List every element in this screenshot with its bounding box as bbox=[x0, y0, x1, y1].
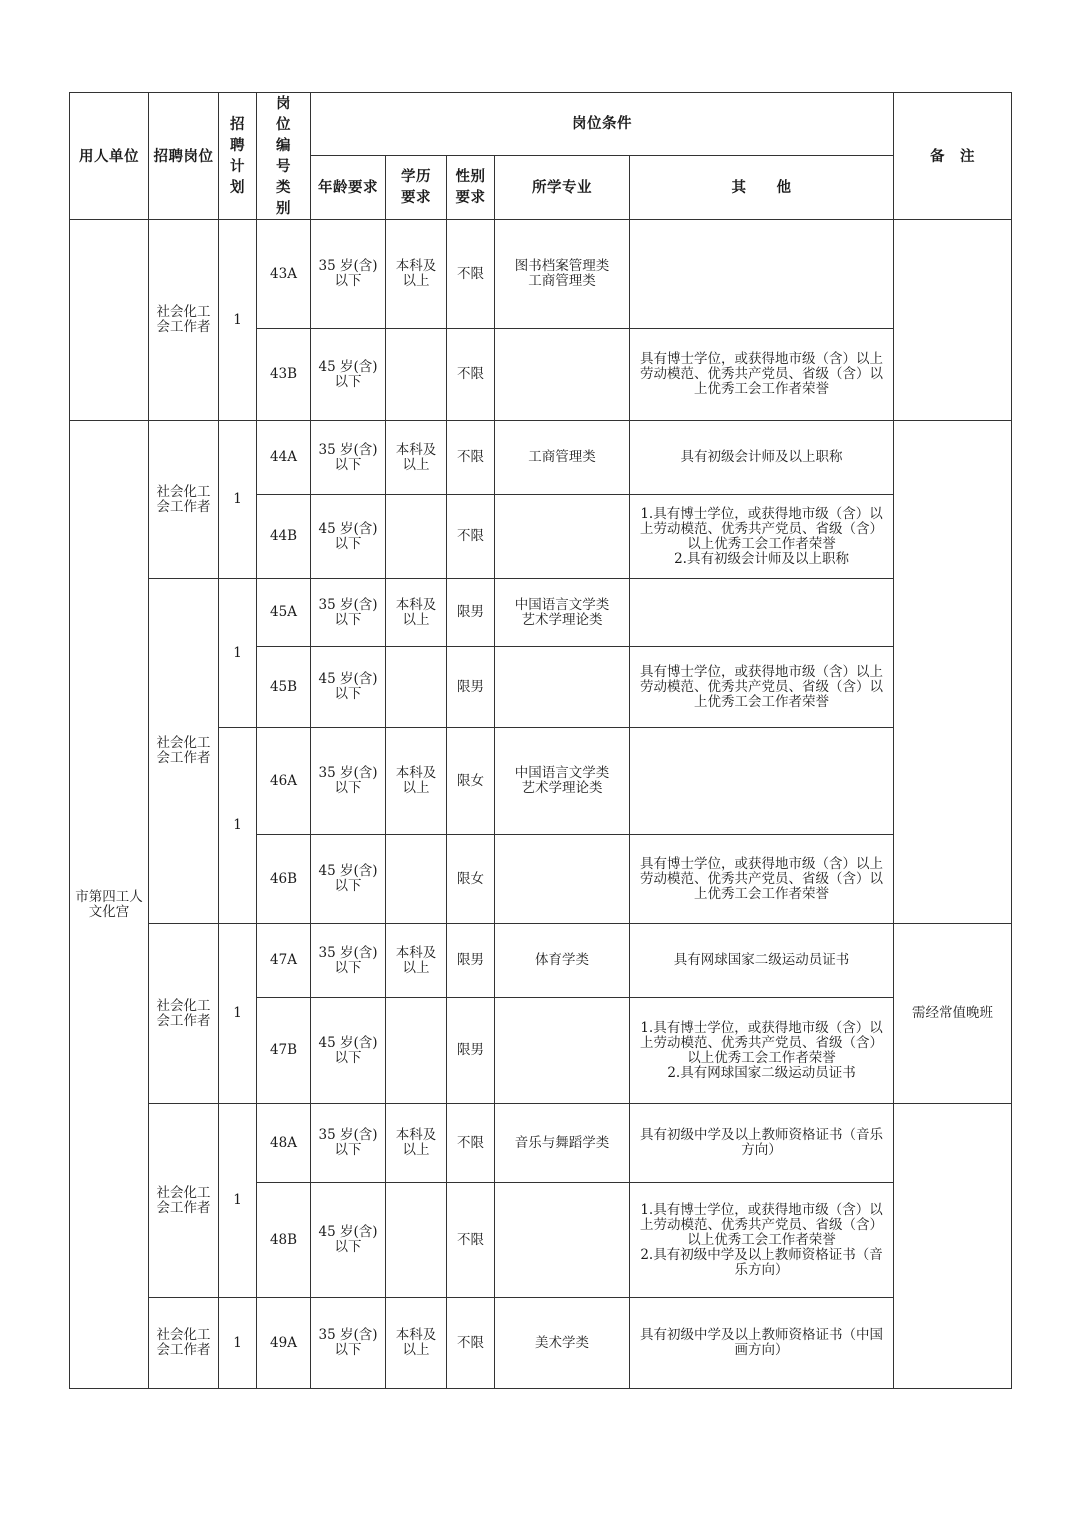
plan-cell: 1 bbox=[219, 579, 257, 728]
gender-cell: 限男 bbox=[447, 647, 495, 728]
unit-cell-empty bbox=[70, 220, 149, 421]
code-cell: 46B bbox=[257, 835, 311, 924]
header-plan: 招聘计划 bbox=[219, 93, 257, 220]
post-cell: 社会化工会工作者 bbox=[149, 1298, 219, 1389]
other-cell: 具有初级中学及以上教师资格证书（音乐方向） bbox=[630, 1104, 894, 1183]
major-cell bbox=[495, 495, 630, 579]
gender-cell: 不限 bbox=[447, 421, 495, 495]
table-row bbox=[70, 1104, 1012, 1183]
other-cell bbox=[630, 728, 894, 835]
major-cell bbox=[495, 1183, 630, 1298]
age-cell: 35 岁(含)以下 bbox=[311, 579, 386, 647]
other-cell: 1.具有博士学位，或获得地市级（含）以上劳动模范、优秀共产党员、省级（含）以上优秀工会工作者荣誉 2.具有网球国家二级运动员证书 bbox=[630, 998, 894, 1104]
edu-cell bbox=[386, 1183, 447, 1298]
gender-cell: 不限 bbox=[447, 1298, 495, 1389]
code-cell: 44B bbox=[257, 495, 311, 579]
code-cell: 47B bbox=[257, 998, 311, 1104]
major-cell: 中国语言文学类 艺术学理论类 bbox=[495, 728, 630, 835]
edu-cell: 本科及以上 bbox=[386, 728, 447, 835]
header-age: 年龄要求 bbox=[311, 155, 386, 219]
edu-cell: 本科及以上 bbox=[386, 1104, 447, 1183]
gender-cell: 限女 bbox=[447, 835, 495, 924]
edu-cell bbox=[386, 647, 447, 728]
edu-cell bbox=[386, 495, 447, 579]
gender-cell: 限男 bbox=[447, 579, 495, 647]
edu-cell: 本科及以上 bbox=[386, 421, 447, 495]
remark-cell: 需经常值晚班 bbox=[894, 924, 1012, 1104]
gender-cell: 不限 bbox=[447, 495, 495, 579]
gender-cell: 限男 bbox=[447, 998, 495, 1104]
post-cell: 社会化工会工作者 bbox=[149, 924, 219, 1104]
header-edu: 学历要求 bbox=[386, 155, 447, 219]
age-cell: 45 岁(含)以下 bbox=[311, 329, 386, 421]
header-remark: 备 注 bbox=[894, 93, 1012, 220]
gender-cell: 限男 bbox=[447, 924, 495, 998]
post-cell: 社会化工会工作者 bbox=[149, 220, 219, 421]
gender-cell: 不限 bbox=[447, 1183, 495, 1298]
major-cell bbox=[495, 835, 630, 924]
unit-cell: 市第四工人文化宫 bbox=[70, 421, 149, 1389]
code-cell: 44A bbox=[257, 421, 311, 495]
edu-cell: 本科及以上 bbox=[386, 220, 447, 329]
code-cell: 43B bbox=[257, 329, 311, 421]
edu-cell bbox=[386, 329, 447, 421]
age-cell: 35 岁(含)以下 bbox=[311, 1104, 386, 1183]
age-cell: 35 岁(含)以下 bbox=[311, 924, 386, 998]
plan-cell: 1 bbox=[219, 220, 257, 421]
major-cell: 中国语言文学类 艺术学理论类 bbox=[495, 579, 630, 647]
table-row bbox=[70, 924, 1012, 998]
plan-cell: 1 bbox=[219, 421, 257, 579]
other-cell: 具有博士学位，或获得地市级（含）以上劳动模范、优秀共产党员、省级（含）以上优秀工会工作者荣誉 bbox=[630, 329, 894, 421]
edu-cell: 本科及以上 bbox=[386, 1298, 447, 1389]
plan-cell: 1 bbox=[219, 1298, 257, 1389]
header-other: 其 他 bbox=[630, 155, 894, 219]
major-cell: 工商管理类 bbox=[495, 421, 630, 495]
code-cell: 43A bbox=[257, 220, 311, 329]
plan-cell: 1 bbox=[219, 728, 257, 924]
major-cell: 音乐与舞蹈学类 bbox=[495, 1104, 630, 1183]
table-row bbox=[70, 579, 1012, 647]
major-cell: 美术学类 bbox=[495, 1298, 630, 1389]
other-cell: 具有博士学位，或获得地市级（含）以上劳动模范、优秀共产党员、省级（含）以上优秀工会工作者荣誉 bbox=[630, 835, 894, 924]
post-cell: 社会化工会工作者 bbox=[149, 1104, 219, 1298]
header-major: 所学专业 bbox=[495, 155, 630, 219]
major-cell: 图书档案管理类 工商管理类 bbox=[495, 220, 630, 329]
remark-cell bbox=[894, 220, 1012, 421]
age-cell: 35 岁(含)以下 bbox=[311, 421, 386, 495]
code-cell: 45B bbox=[257, 647, 311, 728]
plan-cell: 1 bbox=[219, 924, 257, 1104]
table-row bbox=[70, 421, 1012, 495]
other-cell: 具有初级会计师及以上职称 bbox=[630, 421, 894, 495]
age-cell: 45 岁(含)以下 bbox=[311, 835, 386, 924]
other-cell: 具有初级中学及以上教师资格证书（中国画方向） bbox=[630, 1298, 894, 1389]
header-post: 招聘岗位 bbox=[149, 93, 219, 220]
gender-cell: 不限 bbox=[447, 1104, 495, 1183]
header-code: 岗位编号类别 bbox=[257, 93, 311, 220]
post-cell: 社会化工会工作者 bbox=[149, 579, 219, 924]
post-cell: 社会化工会工作者 bbox=[149, 421, 219, 579]
table-row bbox=[70, 1298, 1012, 1389]
other-cell: 具有网球国家二级运动员证书 bbox=[630, 924, 894, 998]
major-cell bbox=[495, 998, 630, 1104]
header-row-1 bbox=[70, 93, 1012, 156]
other-cell: 具有博士学位，或获得地市级（含）以上劳动模范、优秀共产党员、省级（含）以上优秀工会工作者荣誉 bbox=[630, 647, 894, 728]
other-cell bbox=[630, 579, 894, 647]
age-cell: 45 岁(含)以下 bbox=[311, 1183, 386, 1298]
code-cell: 48B bbox=[257, 1183, 311, 1298]
code-cell: 47A bbox=[257, 924, 311, 998]
age-cell: 35 岁(含)以下 bbox=[311, 728, 386, 835]
other-cell: 1.具有博士学位，或获得地市级（含）以上劳动模范、优秀共产党员、省级（含）以上优秀工会工作者荣誉 2.具有初级会计师及以上职称 bbox=[630, 495, 894, 579]
age-cell: 45 岁(含)以下 bbox=[311, 495, 386, 579]
gender-cell: 不限 bbox=[447, 329, 495, 421]
age-cell: 45 岁(含)以下 bbox=[311, 998, 386, 1104]
edu-cell bbox=[386, 835, 447, 924]
header-gender: 性别要求 bbox=[447, 155, 495, 219]
gender-cell: 不限 bbox=[447, 220, 495, 329]
recruitment-table bbox=[69, 92, 1012, 1389]
code-cell: 46A bbox=[257, 728, 311, 835]
gender-cell: 限女 bbox=[447, 728, 495, 835]
header-conditions: 岗位条件 bbox=[311, 93, 894, 156]
remark-cell bbox=[894, 1104, 1012, 1389]
edu-cell bbox=[386, 998, 447, 1104]
edu-cell: 本科及以上 bbox=[386, 924, 447, 998]
code-cell: 49A bbox=[257, 1298, 311, 1389]
major-cell bbox=[495, 329, 630, 421]
plan-cell: 1 bbox=[219, 1104, 257, 1298]
major-cell bbox=[495, 647, 630, 728]
other-cell bbox=[630, 220, 894, 329]
edu-cell: 本科及以上 bbox=[386, 579, 447, 647]
age-cell: 45 岁(含)以下 bbox=[311, 647, 386, 728]
major-cell: 体育学类 bbox=[495, 924, 630, 998]
age-cell: 35 岁(含)以下 bbox=[311, 1298, 386, 1389]
code-cell: 48A bbox=[257, 1104, 311, 1183]
code-cell: 45A bbox=[257, 579, 311, 647]
remark-cell bbox=[894, 421, 1012, 924]
header-unit: 用人单位 bbox=[70, 93, 149, 220]
other-cell: 1.具有博士学位，或获得地市级（含）以上劳动模范、优秀共产党员、省级（含）以上优秀工会工作者荣誉 2.具有初级中学及以上教师资格证书（音乐方向） bbox=[630, 1183, 894, 1298]
age-cell: 35 岁(含)以下 bbox=[311, 220, 386, 329]
table-row bbox=[70, 220, 1012, 329]
